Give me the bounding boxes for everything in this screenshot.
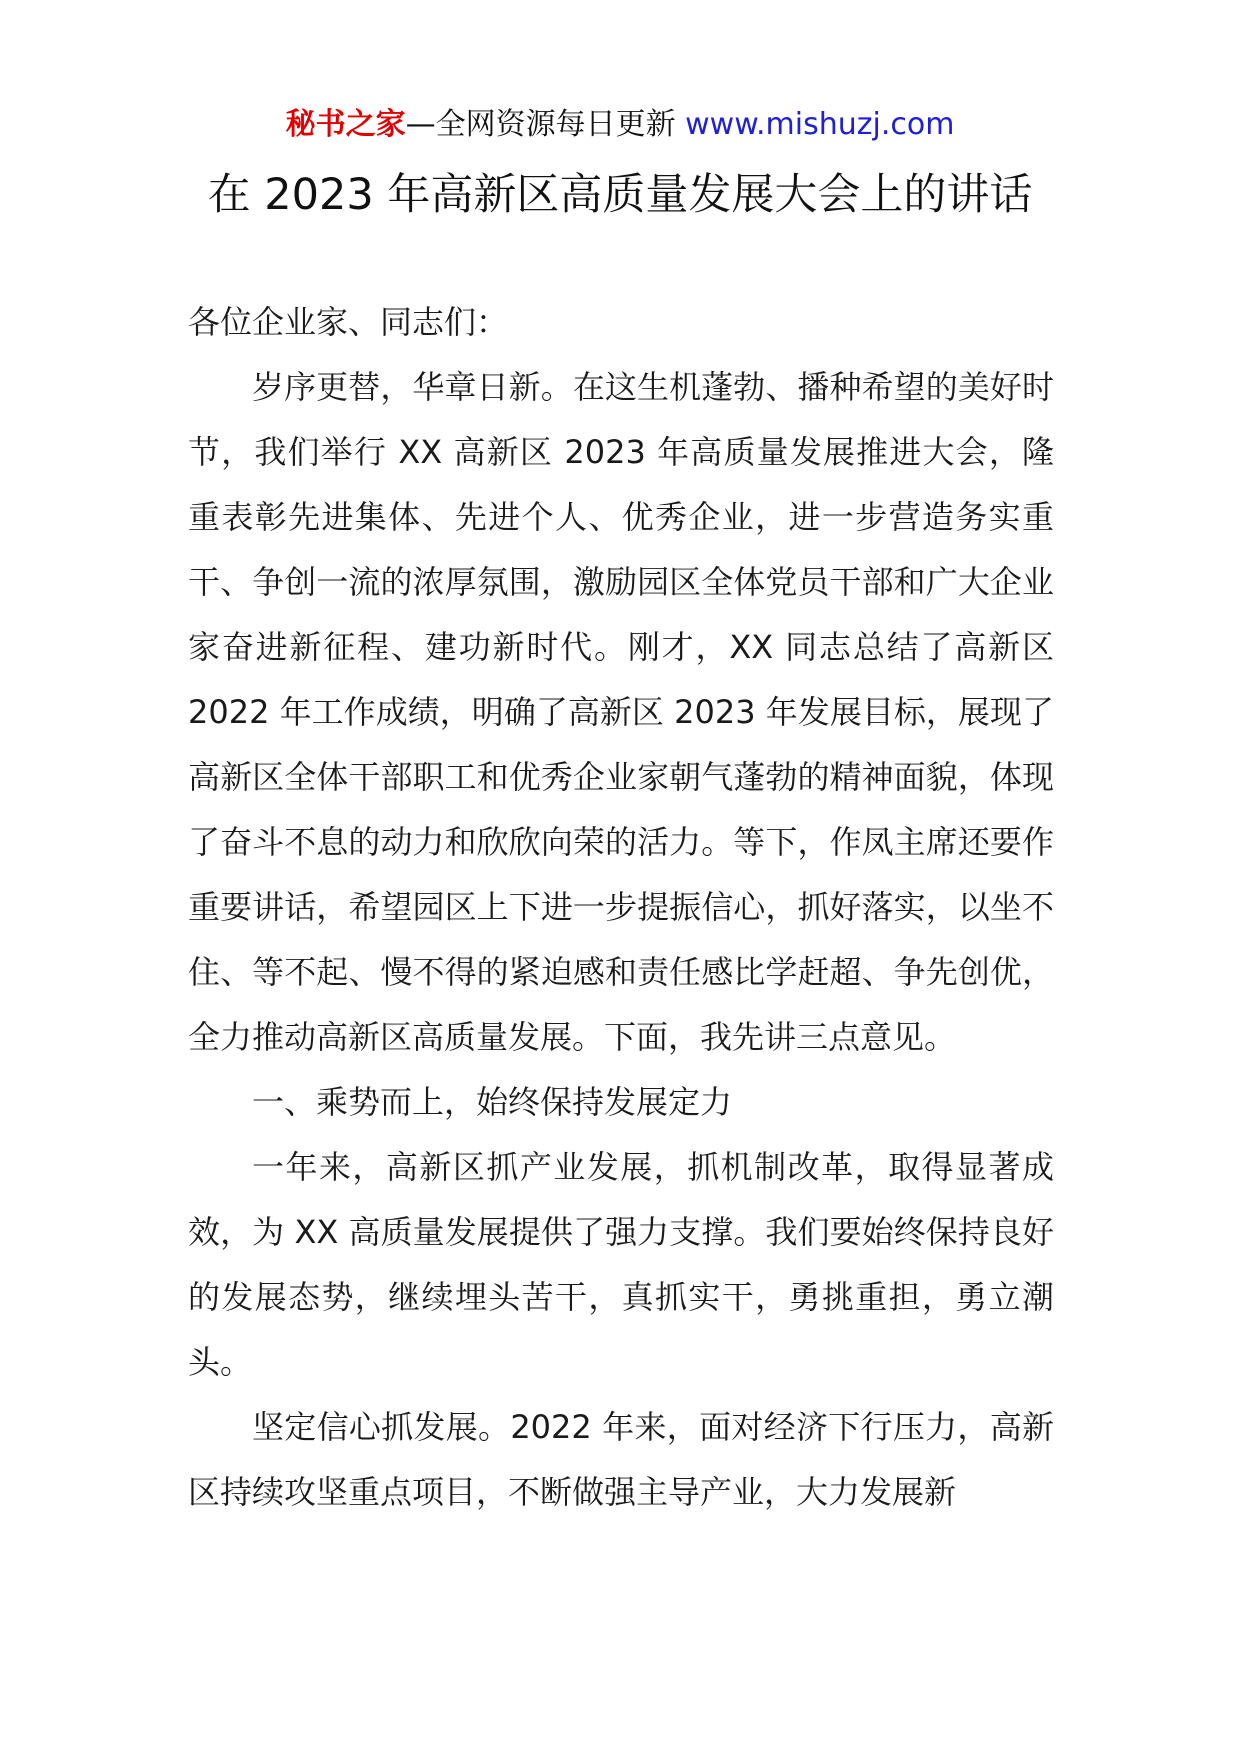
site-tagline: —全网资源每日更新 bbox=[405, 107, 676, 142]
site-brand: 秘书之家 bbox=[285, 107, 406, 142]
document-title: 在 2023 年高新区高质量发展大会上的讲话 bbox=[207, 170, 1033, 220]
paragraph-opening: 岁序更替，华章日新。在这生机蓬勃、播种希望的美好时节，我们举行 XX 高新区 2023 年高质量发展推进大会，隆重表彰先进集体、先进个人、优秀企业，进一步营造务实重干、争创一流的浓厚氛围，激励园区全体党员干部和广大企业家奋进新征程、建功新时代。刚才，XX 同志总结了高新区 2022 年工作成绩，明确了高新区 2023 年发展目标，展现了高新区全体干部职工和优秀企业家朝气蓬勃的精神面貌，体现了奋斗不息的动力和欣欣向荣的活力。等下，作凤主席还要作重要讲话，希望园区上下进一步提振信心，抓好落实，以坐不住、等不起、慢不得的紧迫感和责任感比学赶超、争先创优，全力推动高新区高质量发展。下面，我先讲三点意见。 bbox=[188, 368, 1054, 1056]
site-header bbox=[0, 100, 1240, 150]
paragraph-confidence: 坚定信心抓发展。2022 年来，面对经济下行压力，高新区持续攻坚重点项目，不断做强主导产业，大力发展新 bbox=[188, 1408, 1054, 1511]
salutation: 各位企业家、同志们： bbox=[188, 303, 509, 341]
section-heading-1: 一、乘势而上，始终保持发展定力 bbox=[252, 1083, 733, 1121]
paragraph-section-1-intro: 一年来，高新区抓产业发展，抓机制改革，取得显著成效，为 XX 高质量发展提供了强力支撑。我们要始终保持良好的发展态势，继续埋头苦干，真抓实干，勇挑重担，勇立潮头。 bbox=[188, 1148, 1054, 1381]
document-body bbox=[188, 290, 1054, 1525]
site-url-link[interactable]: www.mishuzj.com bbox=[685, 107, 955, 142]
